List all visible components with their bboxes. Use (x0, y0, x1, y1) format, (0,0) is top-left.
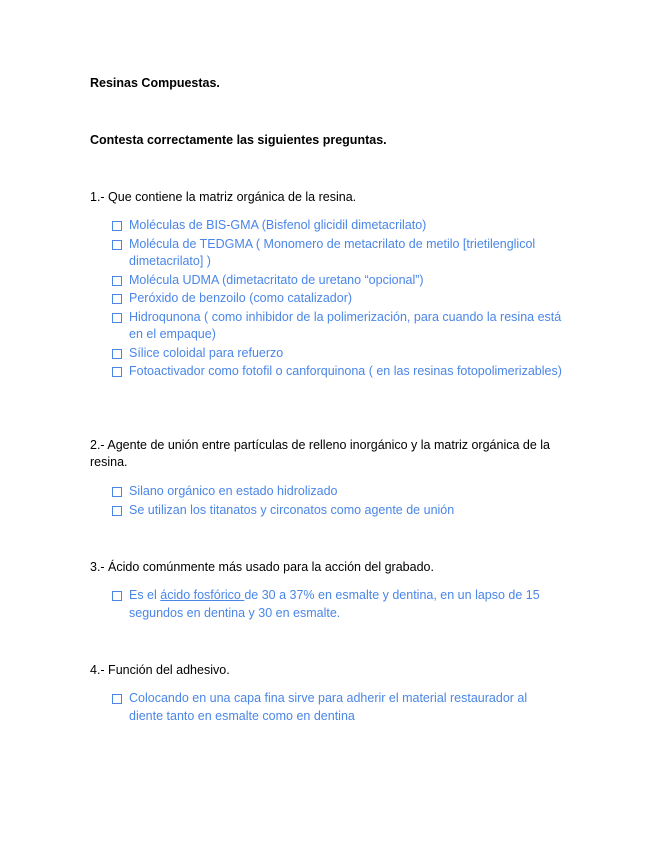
checkbox-icon[interactable] (112, 240, 122, 250)
checkbox-icon[interactable] (112, 294, 122, 304)
checkbox-icon[interactable] (112, 591, 122, 601)
list-item: Colocando en una capa fina sirve para adherir el material restaurador al diente tanto en esmalte como en dentina (112, 690, 562, 725)
list-item: Silano orgánico en estado hidrolizado (112, 483, 562, 501)
list-item: Moléculas de BIS-GMA (Bisfenol glicidil dimetacrilato) (112, 217, 562, 235)
list-item: Hidroqunona ( como inhibidor de la polimerización, para cuando la resina está en el empaque) (112, 309, 562, 344)
checkbox-icon[interactable] (112, 694, 122, 704)
question-4: 4.- Función del adhesivo. (90, 663, 230, 677)
answer-list-3 (112, 587, 562, 623)
checkbox-icon[interactable] (112, 276, 122, 286)
checkbox-icon[interactable] (112, 487, 122, 497)
checkbox-icon[interactable] (112, 506, 122, 516)
checkbox-icon[interactable] (112, 313, 122, 323)
list-item: Molécula de TEDGMA ( Monomero de metacrilato de metilo [trietilenglicol dimetacrilato] ) (112, 236, 562, 271)
list-item: Peróxido de benzoilo (como catalizador) (112, 290, 562, 308)
question-2: 2.- Agente de unión entre partículas de relleno inorgánico y la matriz orgánica de la resina. (90, 438, 551, 469)
checkbox-icon[interactable] (112, 367, 122, 377)
answer-list-2 (112, 483, 562, 520)
question-1: 1.- Que contiene la matriz orgánica de la resina. (90, 190, 357, 204)
document-title: Resinas Compuestas. (90, 76, 220, 90)
document-subtitle: Contesta correctamente las siguientes preguntas. (90, 133, 387, 147)
checkbox-icon[interactable] (112, 221, 122, 231)
list-item: Sílice coloidal para refuerzo (112, 345, 562, 363)
checkbox-icon[interactable] (112, 349, 122, 359)
answer-list-1 (112, 217, 562, 382)
question-3: 3.- Ácido comúnmente más usado para la acción del grabado. (90, 560, 434, 574)
list-item: Es el ácido fosfórico de 30 a 37% en esmalte y dentina, en un lapso de 15 segundos en dentina y 30 en esmalte. (112, 587, 562, 622)
list-item: Fotoactivador como fotofil o canforquinona ( en las resinas fotopolimerizables) (112, 363, 562, 381)
list-item: Molécula UDMA (dimetacritato de uretano “opcional”) (112, 272, 562, 290)
answer-list-4 (112, 690, 562, 726)
underlined-term: ácido fosfórico (160, 588, 245, 602)
list-item: Se utilizan los titanatos y circonatos como agente de unión (112, 502, 562, 520)
